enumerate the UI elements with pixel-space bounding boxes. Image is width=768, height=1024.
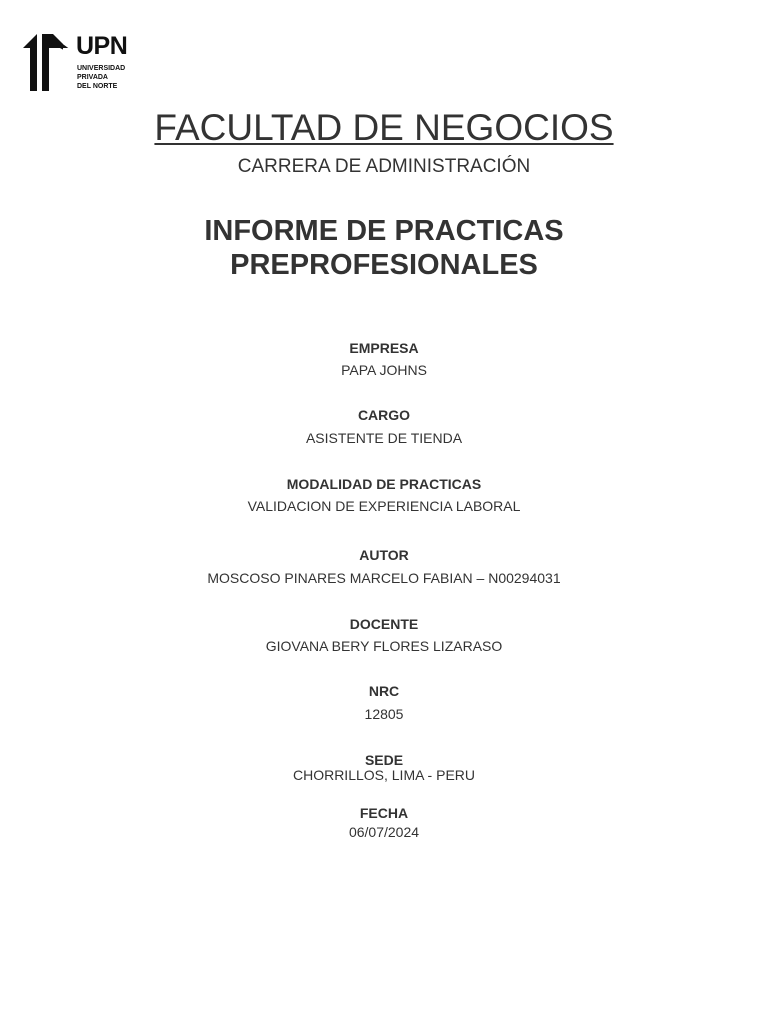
- modalidad-value: VALIDACION DE EXPERIENCIA LABORAL: [247, 498, 521, 514]
- upn-emblem-icon: [23, 34, 73, 92]
- modalidad-label: MODALIDAD DE PRACTICAS: [286, 476, 482, 492]
- logo-line: PRIVADA: [77, 74, 108, 81]
- nrc-value: 12805: [364, 706, 404, 722]
- logo-line: UNIVERSIDAD: [77, 65, 126, 72]
- faculty-title: FACULTAD DE NEGOCIOS: [154, 107, 614, 148]
- docente-value: GIOVANA BERY FLORES LIZARASO: [265, 638, 503, 654]
- docente-label: DOCENTE: [349, 616, 419, 632]
- nrc-label: NRC: [368, 683, 400, 699]
- report-title-line: PREPROFESIONALES: [230, 249, 538, 281]
- fecha-label: FECHA: [359, 805, 409, 821]
- report-title-line: INFORME DE PRACTICAS: [204, 215, 564, 247]
- university-logo: [23, 34, 133, 92]
- sede-value: CHORRILLOS, LIMA - PERU: [292, 767, 476, 783]
- empresa-value: PAPA JOHNS: [341, 362, 427, 378]
- logo-subtitle: [77, 64, 137, 91]
- cargo-label: CARGO: [357, 407, 411, 423]
- autor-value: MOSCOSO PINARES MARCELO FABIAN – N00294031: [207, 570, 561, 586]
- fecha-value: 06/07/2024: [348, 824, 420, 840]
- cargo-value: ASISTENTE DE TIENDA: [305, 430, 463, 446]
- empresa-label: EMPRESA: [349, 340, 419, 356]
- autor-label: AUTOR: [359, 547, 409, 563]
- logo-line: DEL NORTE: [77, 83, 118, 90]
- logo-wordmark: UPN: [76, 32, 128, 60]
- sede-label: SEDE: [364, 752, 404, 768]
- report-title: [0, 214, 768, 282]
- career-subtitle: CARRERA DE ADMINISTRACIÓN: [237, 156, 531, 177]
